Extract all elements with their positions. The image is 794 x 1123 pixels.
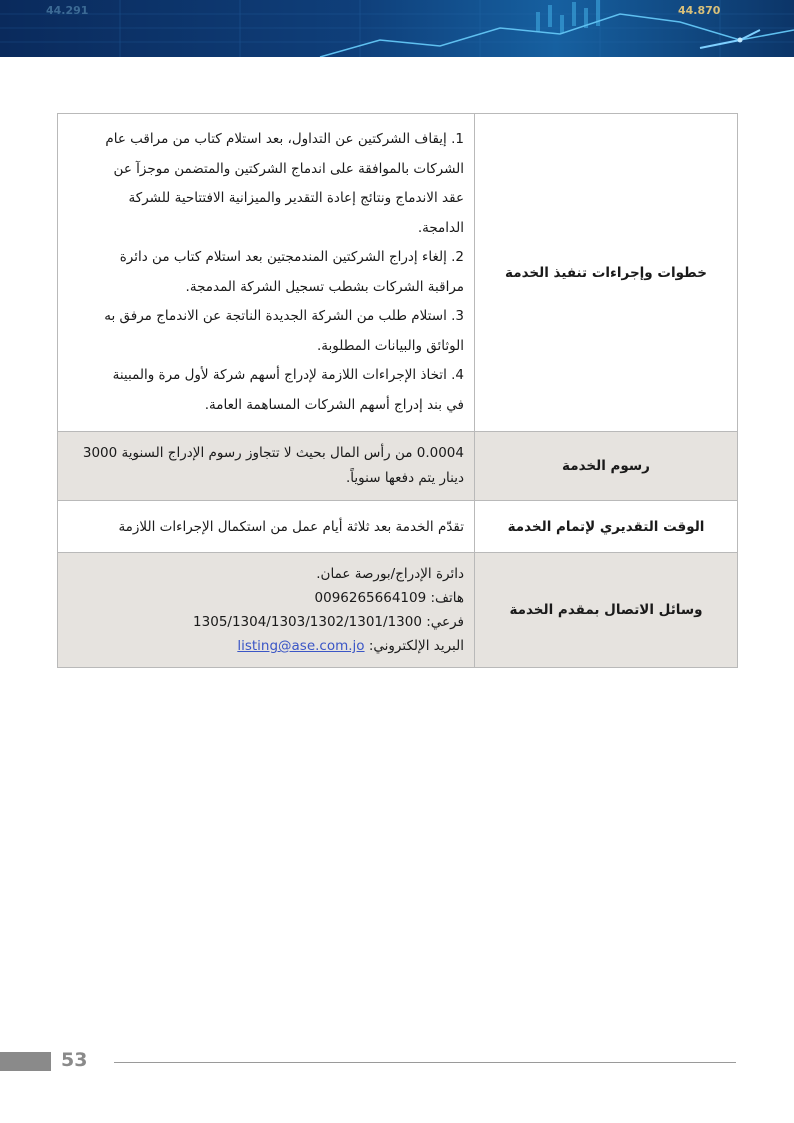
ticker-left: 44.291 (46, 4, 89, 17)
row-label-contact: وسائل الاتصال بمقدم الخدمة (475, 553, 738, 668)
contact-department: دائرة الإدراج/بورصة عمان. (316, 566, 464, 582)
steps-line: 1. إيقاف الشركتين عن التداول، بعد استلام كتاب من مراقب عام (105, 131, 464, 147)
table-row (58, 501, 738, 553)
page-number: 53 (61, 1049, 88, 1071)
steps-line: 3. استلام طلب من الشركة الجديدة الناتجة عن الاندماج مرفق به (104, 308, 464, 324)
row-label-fees: رسوم الخدمة (475, 432, 738, 501)
contact-email-row (66, 634, 464, 658)
contact-phone: هاتف: 0096265664109 (314, 590, 464, 606)
table-row (58, 114, 738, 432)
steps-cell (58, 114, 475, 432)
email-link[interactable]: listing@ase.com.jo (237, 638, 365, 654)
steps-line: الدامجة. (417, 219, 464, 236)
steps-line: 2. إلغاء إدراج الشركتين المندمجتين بعد استلام كتاب من دائرة (119, 249, 464, 265)
row-label-steps: خطوات وإجراءات تنفيذ الخدمة (475, 114, 738, 432)
fees-line: دينار يتم دفعها سنوياً. (346, 470, 464, 486)
steps-line: مراقبة الشركات بشطب تسجيل الشركة المدمجة. (185, 278, 464, 295)
service-table (57, 113, 738, 668)
contact-cell (58, 553, 475, 668)
contact-extension: فرعي: 1305/1304/1303/1302/1301/1300 (193, 614, 464, 630)
email-label: البريد الإلكتروني: (368, 638, 464, 654)
ticker-right: 44.870 (678, 4, 721, 17)
steps-line: في بند إدراج أسهم الشركات المساهمة العامة. (204, 396, 464, 413)
table-row (58, 553, 738, 668)
time-cell: تقدّم الخدمة بعد ثلاثة أيام عمل من استكمال الإجراءات اللازمة (58, 501, 475, 553)
steps-line: عقد الاندماج ونتائج إعادة التقدير والميزانية الافتتاحية للشركة (128, 190, 464, 206)
steps-line: 4. اتخاذ الإجراءات اللازمة لإدراج أسهم شركة لأول مرة والمبينة (112, 367, 464, 383)
fees-cell (58, 432, 475, 501)
steps-line: الشركات بالموافقة على اندماج الشركتين والمتضمن موجزآ عن (113, 160, 464, 177)
steps-line: الوثائق والبيانات المطلوبة. (316, 337, 464, 354)
table-row (58, 432, 738, 501)
fees-line: 0.0004 من رأس المال بحيث لا تتجاوز رسوم الإدراج السنوية 3000 (82, 445, 464, 461)
footer-bar (0, 1052, 51, 1071)
row-label-time: الوقت التقديري لإتمام الخدمة (475, 501, 738, 553)
header-banner (0, 0, 794, 57)
footer-divider (114, 1062, 736, 1063)
stock-chart-graphic (0, 0, 794, 57)
